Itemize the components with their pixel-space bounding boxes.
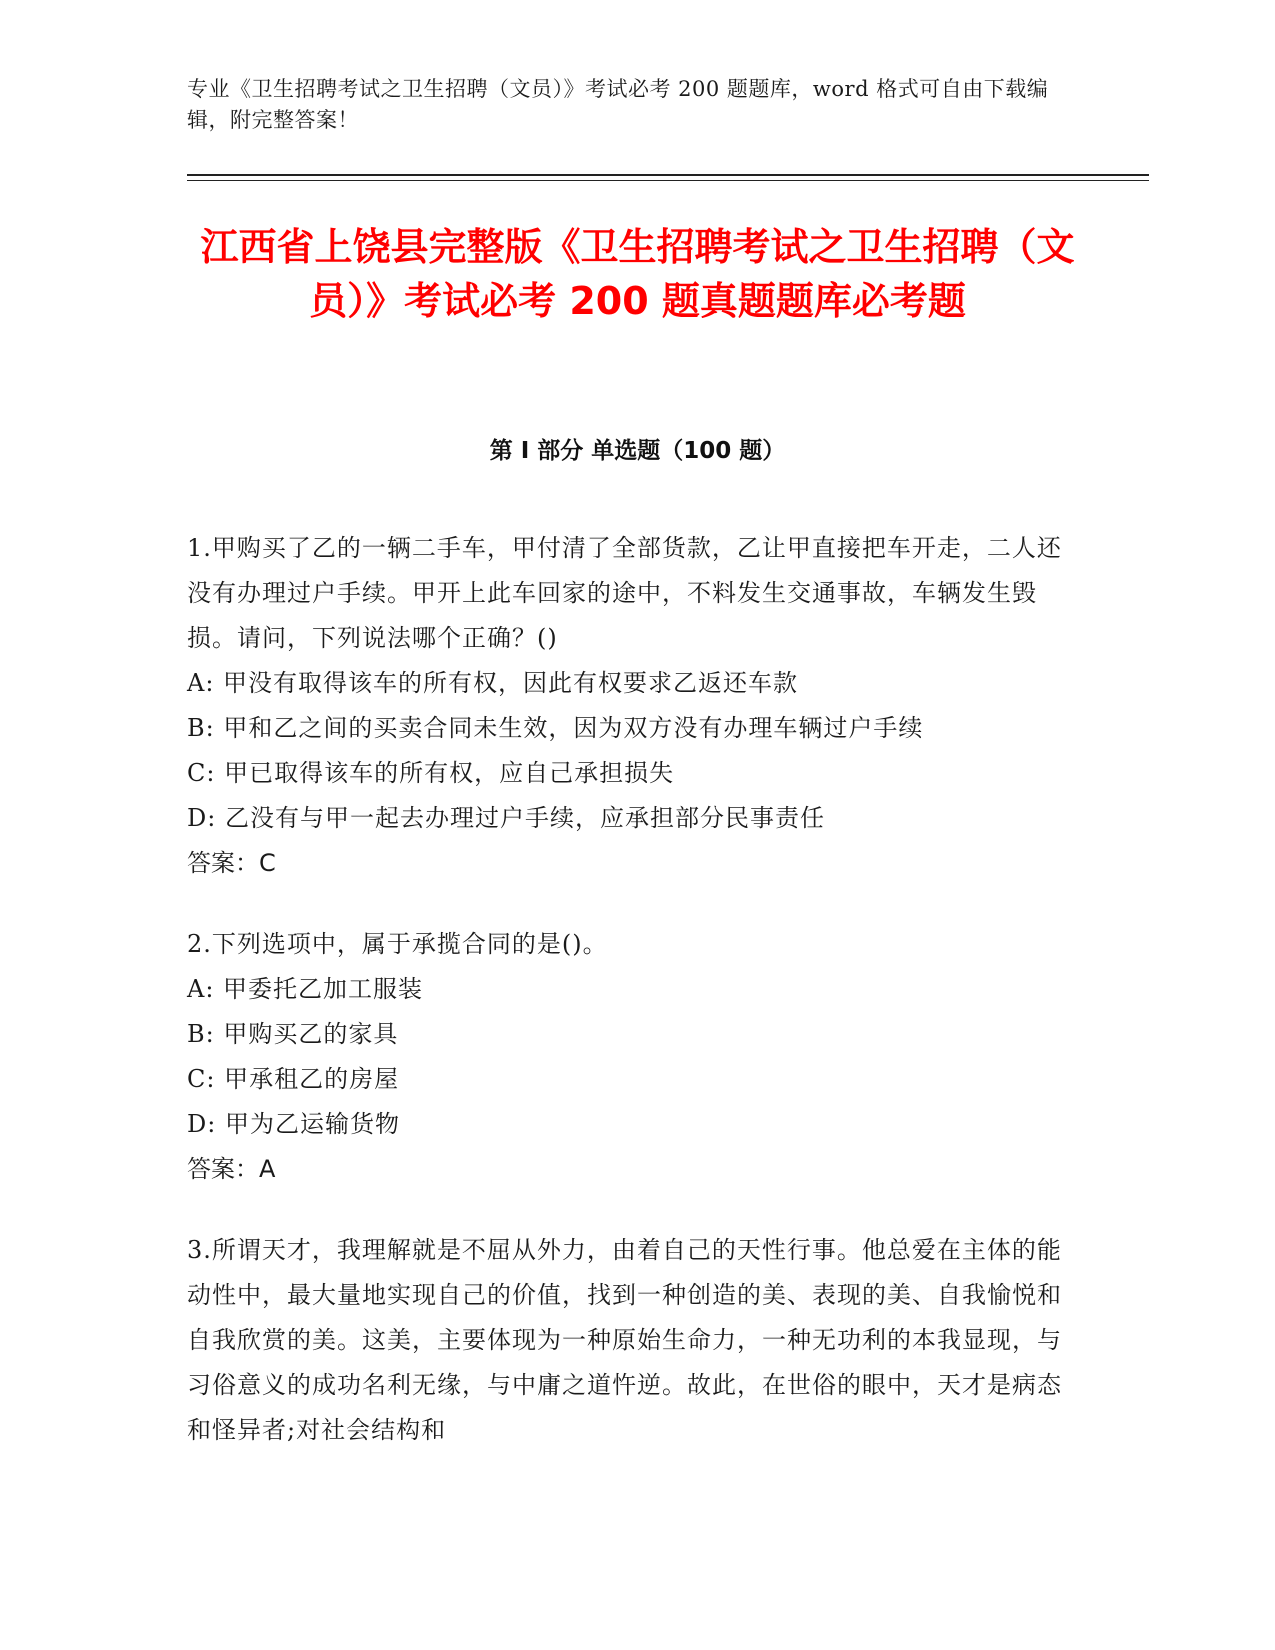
option-c: C: 甲承租乙的房屋 xyxy=(187,1065,400,1093)
question-1 xyxy=(187,526,1067,886)
question-list xyxy=(187,526,1067,1489)
header-note: 专业《卫生招聘考试之卫生招聘（文员）》考试必考 200 题题库，word 格式可自由下载编辑，附完整答案！ xyxy=(187,77,1049,132)
option-b: B: 甲和乙之间的买卖合同未生效，因为双方没有办理车辆过户手续 xyxy=(187,714,924,742)
question-3 xyxy=(187,1228,1067,1453)
question-stem: 3.所谓天才，我理解就是不屈从外力，由着自己的天性行事。他总爱在主体的能动性中，最大量地实现自己的价值，找到一种创造的美、表现的美、自我愉悦和自我欣赏的美。这美，主要体现为一种原始生命力，一种无功利的本我显现，与习俗意义的成功名利无缘，与中庸之道忤逆。故此，在世俗的眼中，天才是病态和怪异者;对社会结构和 xyxy=(187,1236,1062,1444)
header-rule-thin xyxy=(187,180,1149,181)
question-2 xyxy=(187,922,1067,1192)
option-b: B: 甲购买乙的家具 xyxy=(187,1020,399,1048)
header-rule-thick xyxy=(187,174,1149,176)
answer: 答案：C xyxy=(187,849,276,877)
option-a: A: 甲没有取得该车的所有权，因此有权要求乙返还车款 xyxy=(187,669,799,697)
option-d: D: 甲为乙运输货物 xyxy=(187,1110,400,1138)
option-a: A: 甲委托乙加工服装 xyxy=(187,975,424,1003)
section-title: 第 I 部分 单选题（100 题） xyxy=(489,438,786,464)
option-c: C: 甲已取得该车的所有权，应自己承担损失 xyxy=(187,759,675,787)
document-title: 江西省上饶县完整版《卫生招聘考试之卫生招聘（文员）》考试必考 200 题真题题库必考题 xyxy=(200,225,1075,323)
question-stem: 1.甲购买了乙的一辆二手车，甲付清了全部货款，乙让甲直接把车开走，二人还没有办理过户手续。甲开上此车回家的途中，不料发生交通事故，车辆发生毁损。请问，下列说法哪个正确？() xyxy=(187,534,1062,652)
option-d: D: 乙没有与甲一起去办理过户手续，应承担部分民事责任 xyxy=(187,804,825,832)
question-stem: 2.下列选项中，属于承揽合同的是()。 xyxy=(187,930,608,958)
answer: 答案：A xyxy=(187,1155,276,1183)
